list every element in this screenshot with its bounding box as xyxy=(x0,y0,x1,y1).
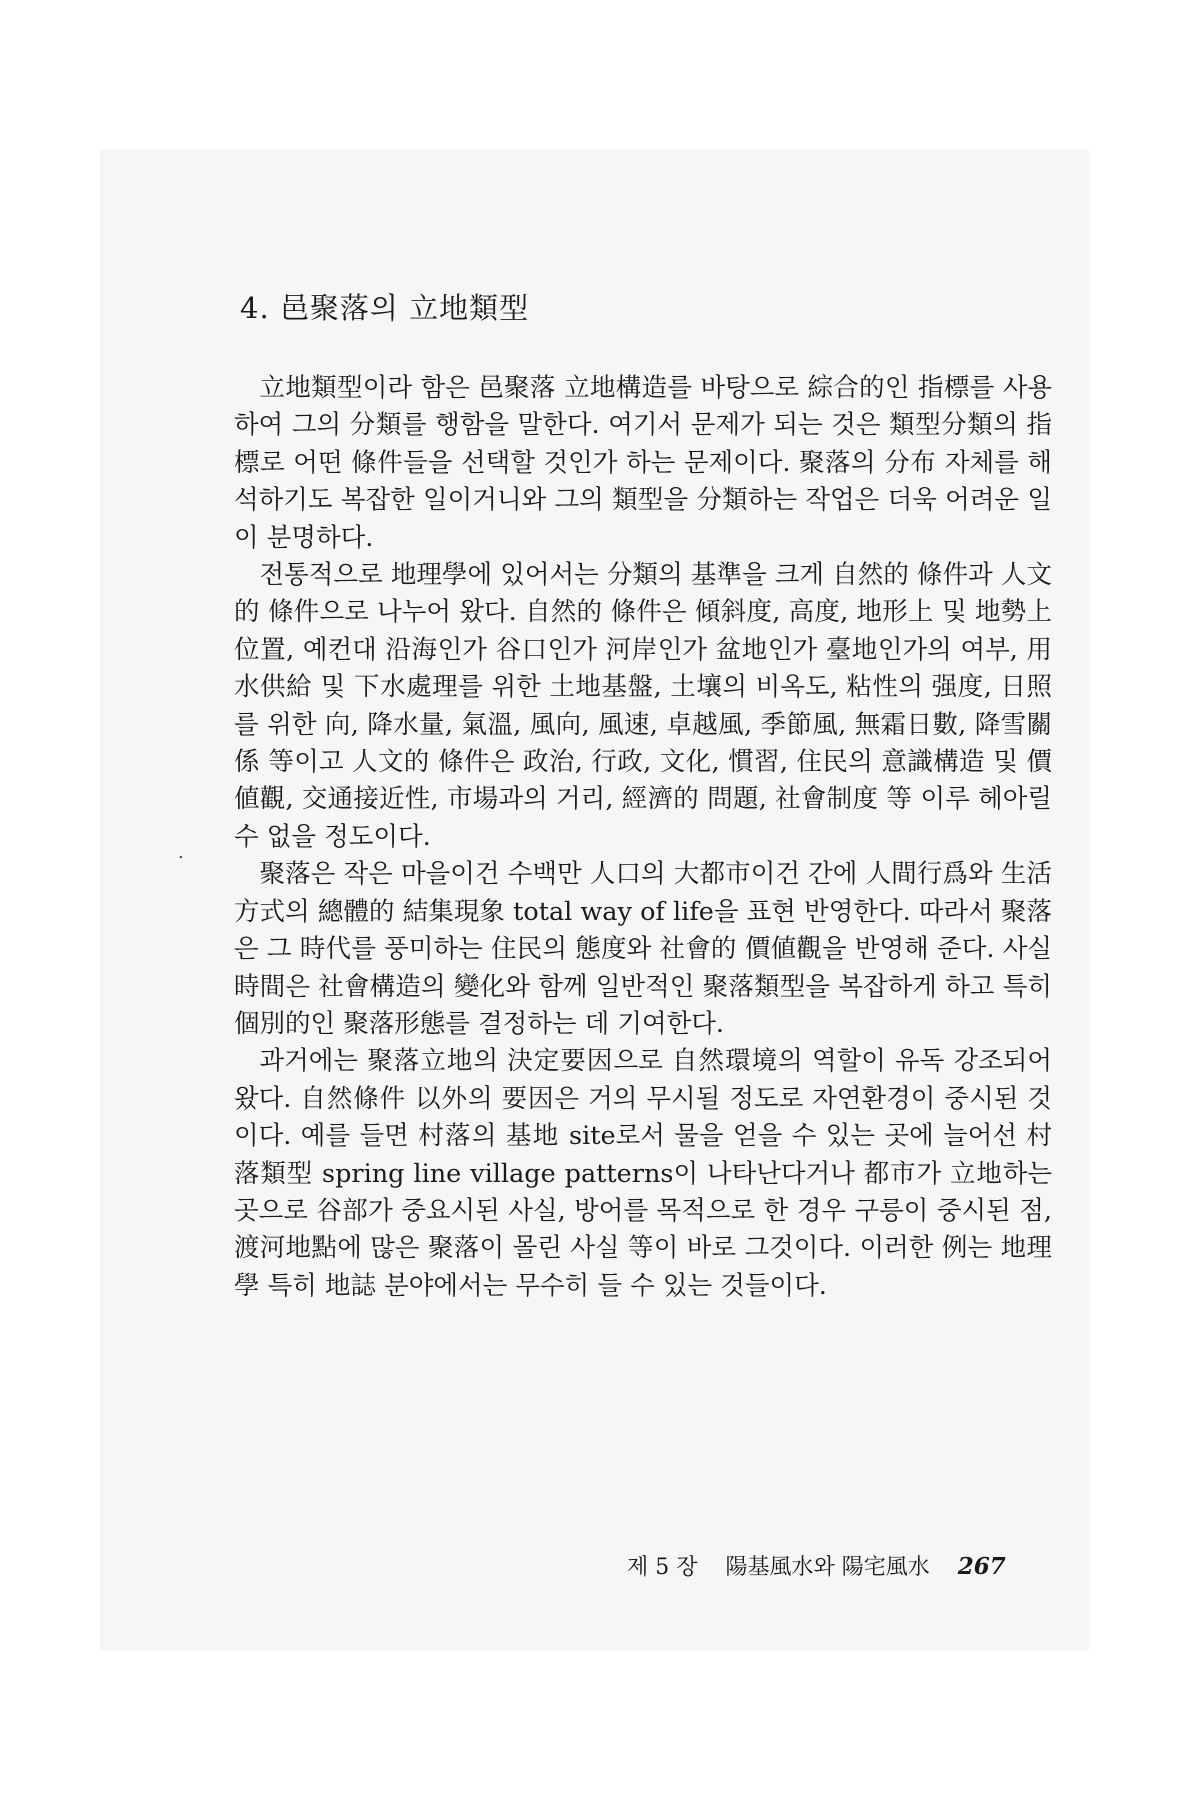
section-number: 4. xyxy=(240,291,270,325)
section-title: 邑聚落의 立地類型 xyxy=(279,291,530,325)
page-footer xyxy=(627,1550,1006,1581)
section-heading xyxy=(240,286,529,327)
paragraph-2: 전통적으로 地理學에 있어서는 分類의 基準을 크게 自然的 條件과 人文的 條件으로 나누어 왔다. 自然的 條件은 傾斜度, 高度, 地形上 및 地勢上 位置, 예컨대 沿海인가 谷口인가 河岸인가 盆地인가 臺地인가의 여부, 用水供給 및 下水處理를 위한 土地基盤, 土壤의 비옥도, 粘性의 强度, 日照를 위한 向, 降水量, 氣溫, 風向, 風速, 卓越風, 季節風, 無霜日數, 降雪關係 等이고 人文的 條件은 政治, 行政, 文化, 慣習, 住民의 意識構造 및 價値觀, 交通接近性, 市場과의 거리, 經濟的 問題, 社會制度 等 이루 헤아릴 수 없을 정도이다. xyxy=(234,560,1052,852)
paragraph-1: 立地類型이라 함은 邑聚落 立地構造를 바탕으로 綜合的인 指標를 사용하여 그의 分類를 행함을 말한다. 여기서 문제가 되는 것은 類型分類의 指標로 어떤 條件들을 선택할 것인가 하는 문제이다. 聚落의 分布 자체를 해석하기도 복잡한 일이거니와 그의 類型을 分類하는 작업은 더욱 어려운 일이 분명하다. xyxy=(234,373,1052,553)
paragraph-4: 과거에는 聚落立地의 決定要因으로 自然環境의 역할이 유독 강조되어 왔다. 自然條件 以外의 要因은 거의 무시될 정도로 자연환경이 중시된 것이다. 예를 들면 村落의 基地 site로서 물을 얻을 수 있는 곳에 늘어선 村落類型 spring line village patterns이 나타난다거나 都市가 立地하는 곳으로 谷部가 중요시된 사실, 방어를 목적으로 한 경우 구릉이 중시된 점, 渡河地點에 많은 聚落이 몰린 사실 等이 바로 그것이다. 이러한 例는 地理學 특히 地誌 분야에서는 무수히 들 수 있는 것들이다. xyxy=(234,1046,1052,1301)
footer-chapter: 제 5 장 xyxy=(627,1555,698,1580)
page-number: 267 xyxy=(957,1553,1006,1580)
paragraph-3: 聚落은 작은 마을이건 수백만 人口의 大都市이건 간에 人間行爲와 生活方式의 總體的 結集現象 total way of life을 표현 반영한다. 따라서 聚落은 그 時代를 풍미하는 住民의 態度와 社會的 價値觀을 반영해 준다. 사실 時間은 社會構造의 變化와 함께 일반적인 聚落類型을 복잡하게 하고 특히 個別的인 聚落形態를 결정하는 데 기여한다. xyxy=(234,859,1052,1039)
margin-mark: . xyxy=(178,842,184,863)
footer-chapter-title: 陽基風水와 陽宅風水 xyxy=(725,1555,930,1580)
body-text xyxy=(234,370,1052,1305)
